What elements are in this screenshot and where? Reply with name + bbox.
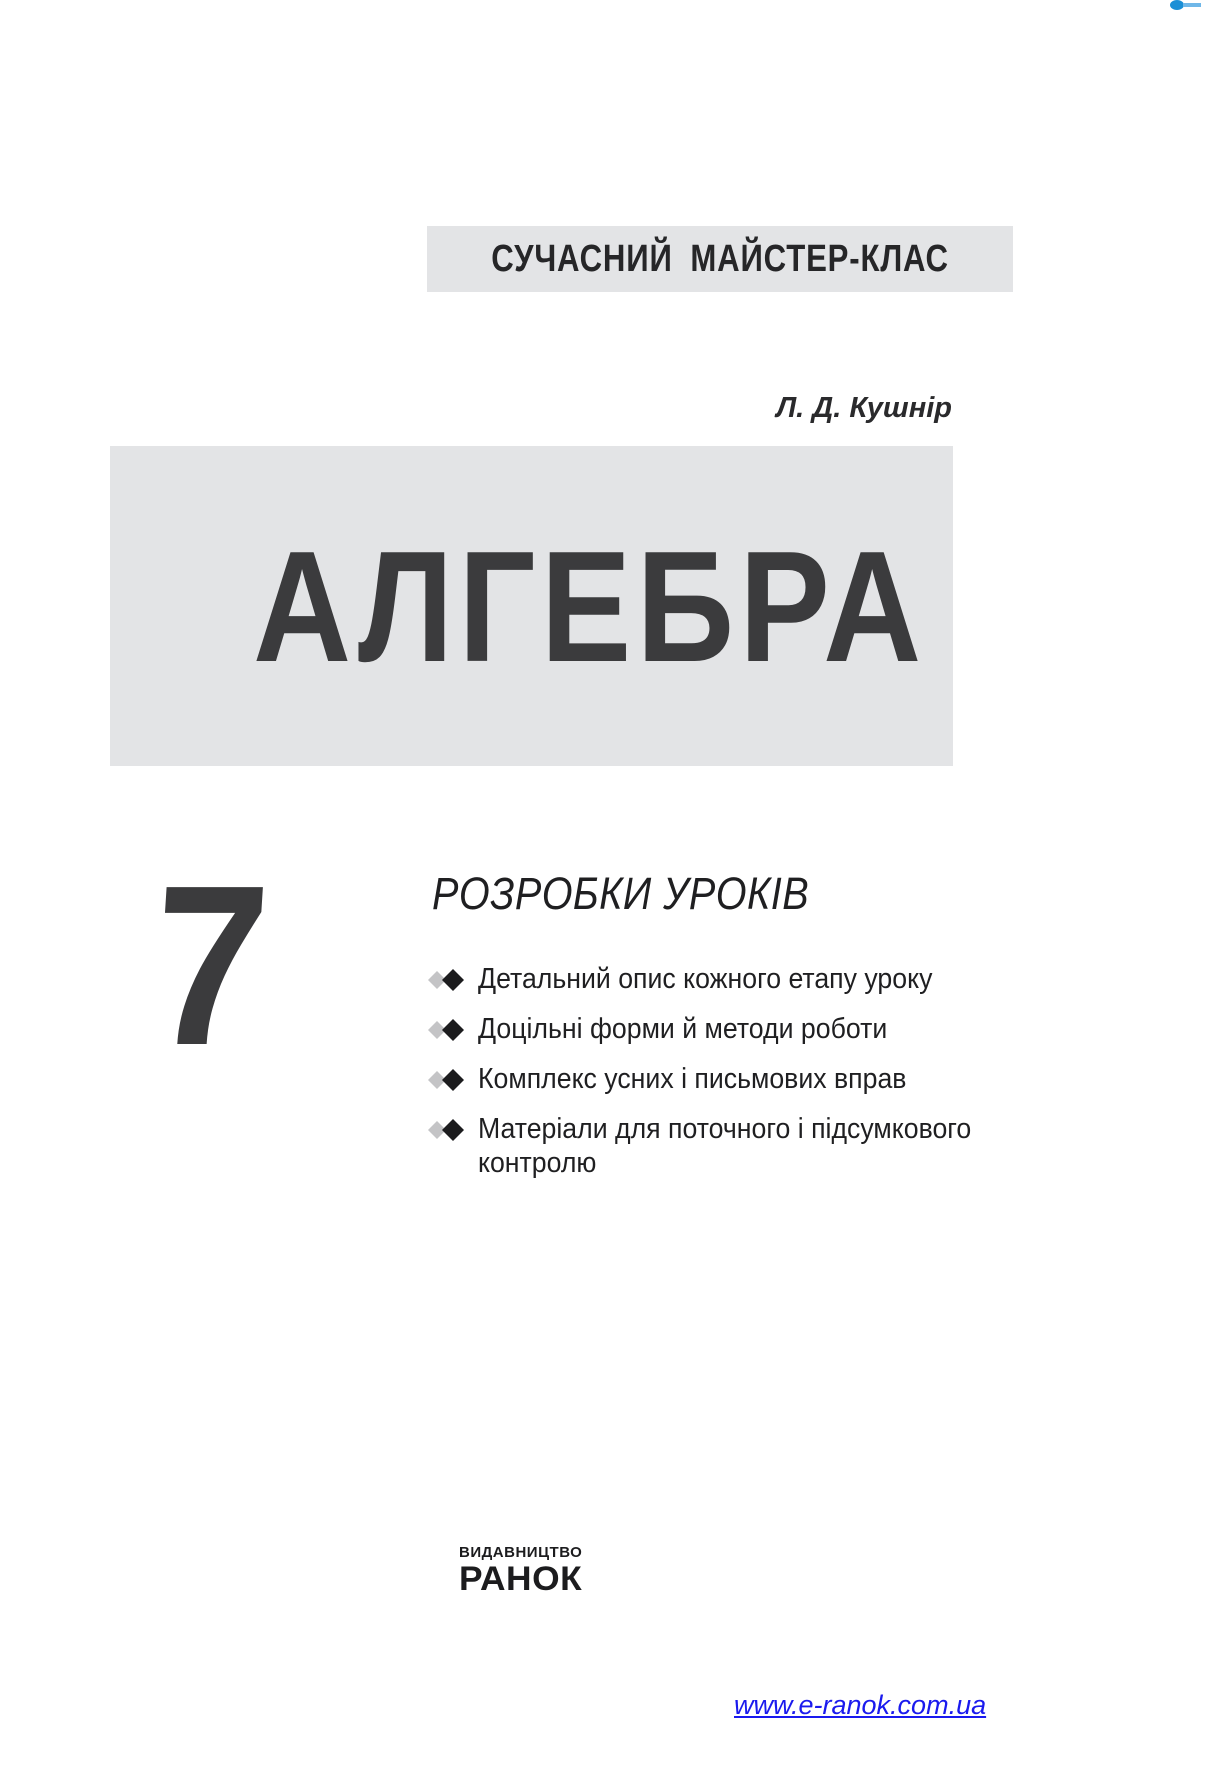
publisher-name: РАНОК — [459, 1560, 583, 1598]
feature-text: Доцільні форми й методи роботи — [478, 1013, 888, 1045]
website-link[interactable]: www.e-ranok.com.ua — [734, 1690, 987, 1720]
feature-text: Матеріали для поточного і підсумкового контролю — [478, 1113, 972, 1179]
feature-text: Комплекс усних і письмових вправ — [478, 1063, 907, 1095]
diamond-bullet-icon — [425, 1117, 469, 1143]
feature-item — [425, 1112, 1025, 1180]
feature-item — [425, 962, 1025, 996]
corner-logo-icon — [1169, 0, 1203, 12]
feature-list — [425, 962, 1025, 1196]
series-title: СУЧАСНИЙ МАЙСТЕР-КЛАС — [491, 237, 949, 280]
feature-item — [425, 1062, 1025, 1096]
feature-text: Детальний опис кожного етапу уроку — [478, 963, 933, 995]
diamond-bullet-icon — [425, 1017, 469, 1043]
diamond-bullet-icon — [425, 967, 469, 993]
book-title: АЛГЕБРА — [253, 519, 927, 695]
diamond-bullet-icon — [425, 1067, 469, 1093]
series-banner — [427, 226, 1013, 292]
grade-number: 7 — [144, 839, 275, 1093]
feature-item — [425, 1012, 1025, 1046]
publisher-logo — [459, 1545, 605, 1597]
author-name: Л. Д. Кушнір — [776, 392, 952, 424]
subtitle: РОЗРОБКИ УРОКІВ — [432, 868, 810, 919]
publisher-label: ВИДАВНИЦТВО — [459, 1544, 583, 1561]
